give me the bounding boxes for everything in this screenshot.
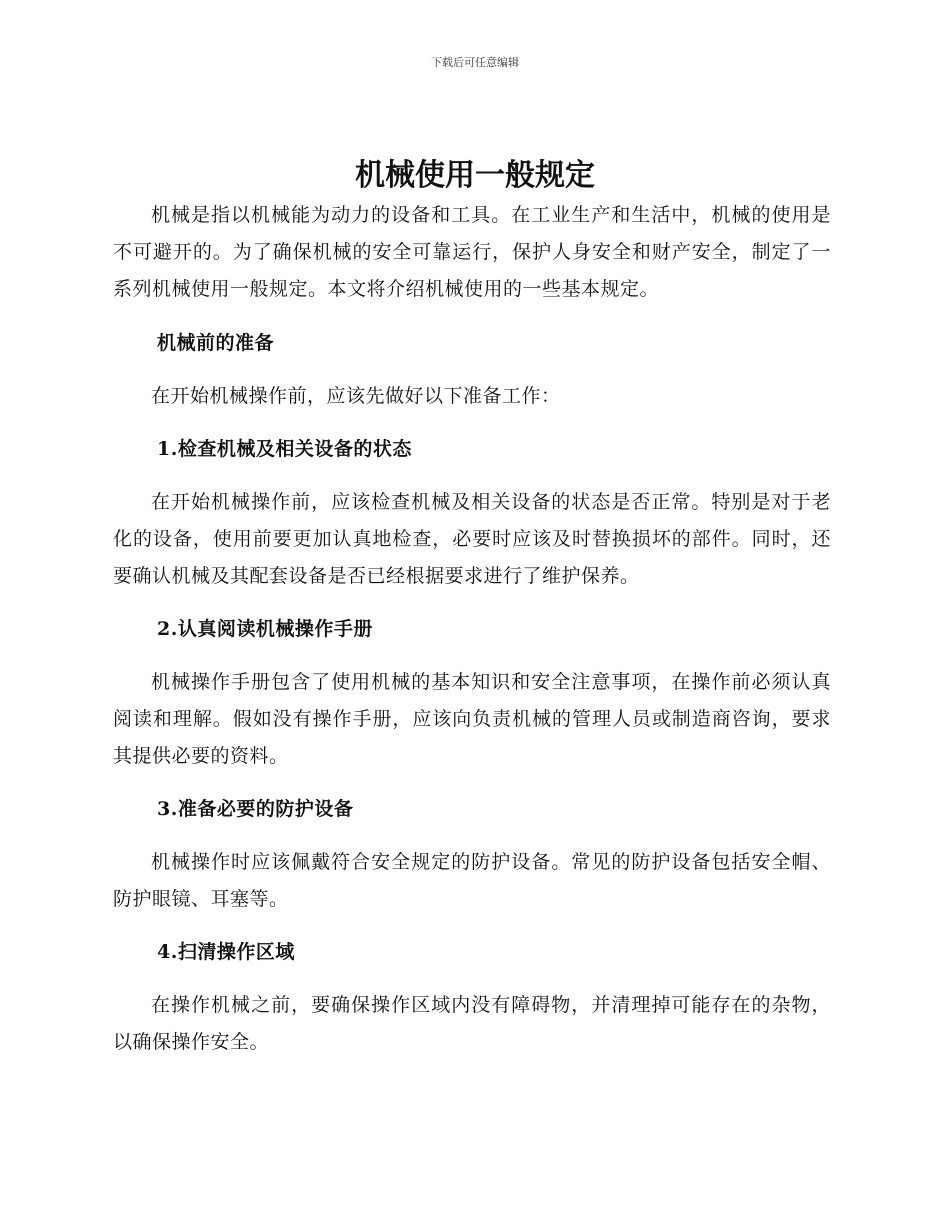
- section-intro-paragraph: 在开始机械操作前，应该先做好以下准备工作：: [151, 385, 561, 407]
- item-body-3: 机械操作时应该佩戴符合安全规定的防护设备。常见的防护设备包括安全帽、防护眼镜、耳塞等。: [113, 851, 831, 910]
- item-heading-4: 4.扫清操作区域: [157, 941, 295, 963]
- item-heading-2: 2.认真阅读机械操作手册: [157, 618, 373, 640]
- header-note: 下载后可任意编辑: [431, 56, 519, 69]
- item-body-2: 机械操作手册包含了使用机械的基本知识和安全注意事项，在操作前必须认真阅读和理解。假如没有操作手册，应该向负责机械的管理人员或制造商咨询，要求其提供必要的资料。: [113, 671, 831, 767]
- document-body: [113, 197, 831, 1061]
- item-heading-3: 3.准备必要的防护设备: [157, 798, 354, 820]
- page-title: 机械使用一般规定: [355, 158, 595, 193]
- item-body-4: 在操作机械之前，要确保操作区域内没有障碍物，并清理掉可能存在的杂物，以确保操作安全。: [113, 994, 831, 1053]
- item-body-1: 在开始机械操作前，应该检查机械及相关设备的状态是否正常。特别是对于老化的设备，使用前要更加认真地检查，必要时应该及时替换损坏的部件。同时，还要确认机械及其配套设备是否已经根据要求进行了维护保养。: [113, 491, 831, 587]
- section-heading: 机械前的准备: [157, 332, 275, 354]
- item-heading-1: 1.检查机械及相关设备的状态: [157, 438, 412, 460]
- intro-paragraph: 机械是指以机械能为动力的设备和工具。在工业生产和生活中，机械的使用是不可避开的。为了确保机械的安全可靠运行，保护人身安全和财产安全，制定了一系列机械使用一般规定。本文将介绍机械使用的一些基本规定。: [113, 204, 831, 300]
